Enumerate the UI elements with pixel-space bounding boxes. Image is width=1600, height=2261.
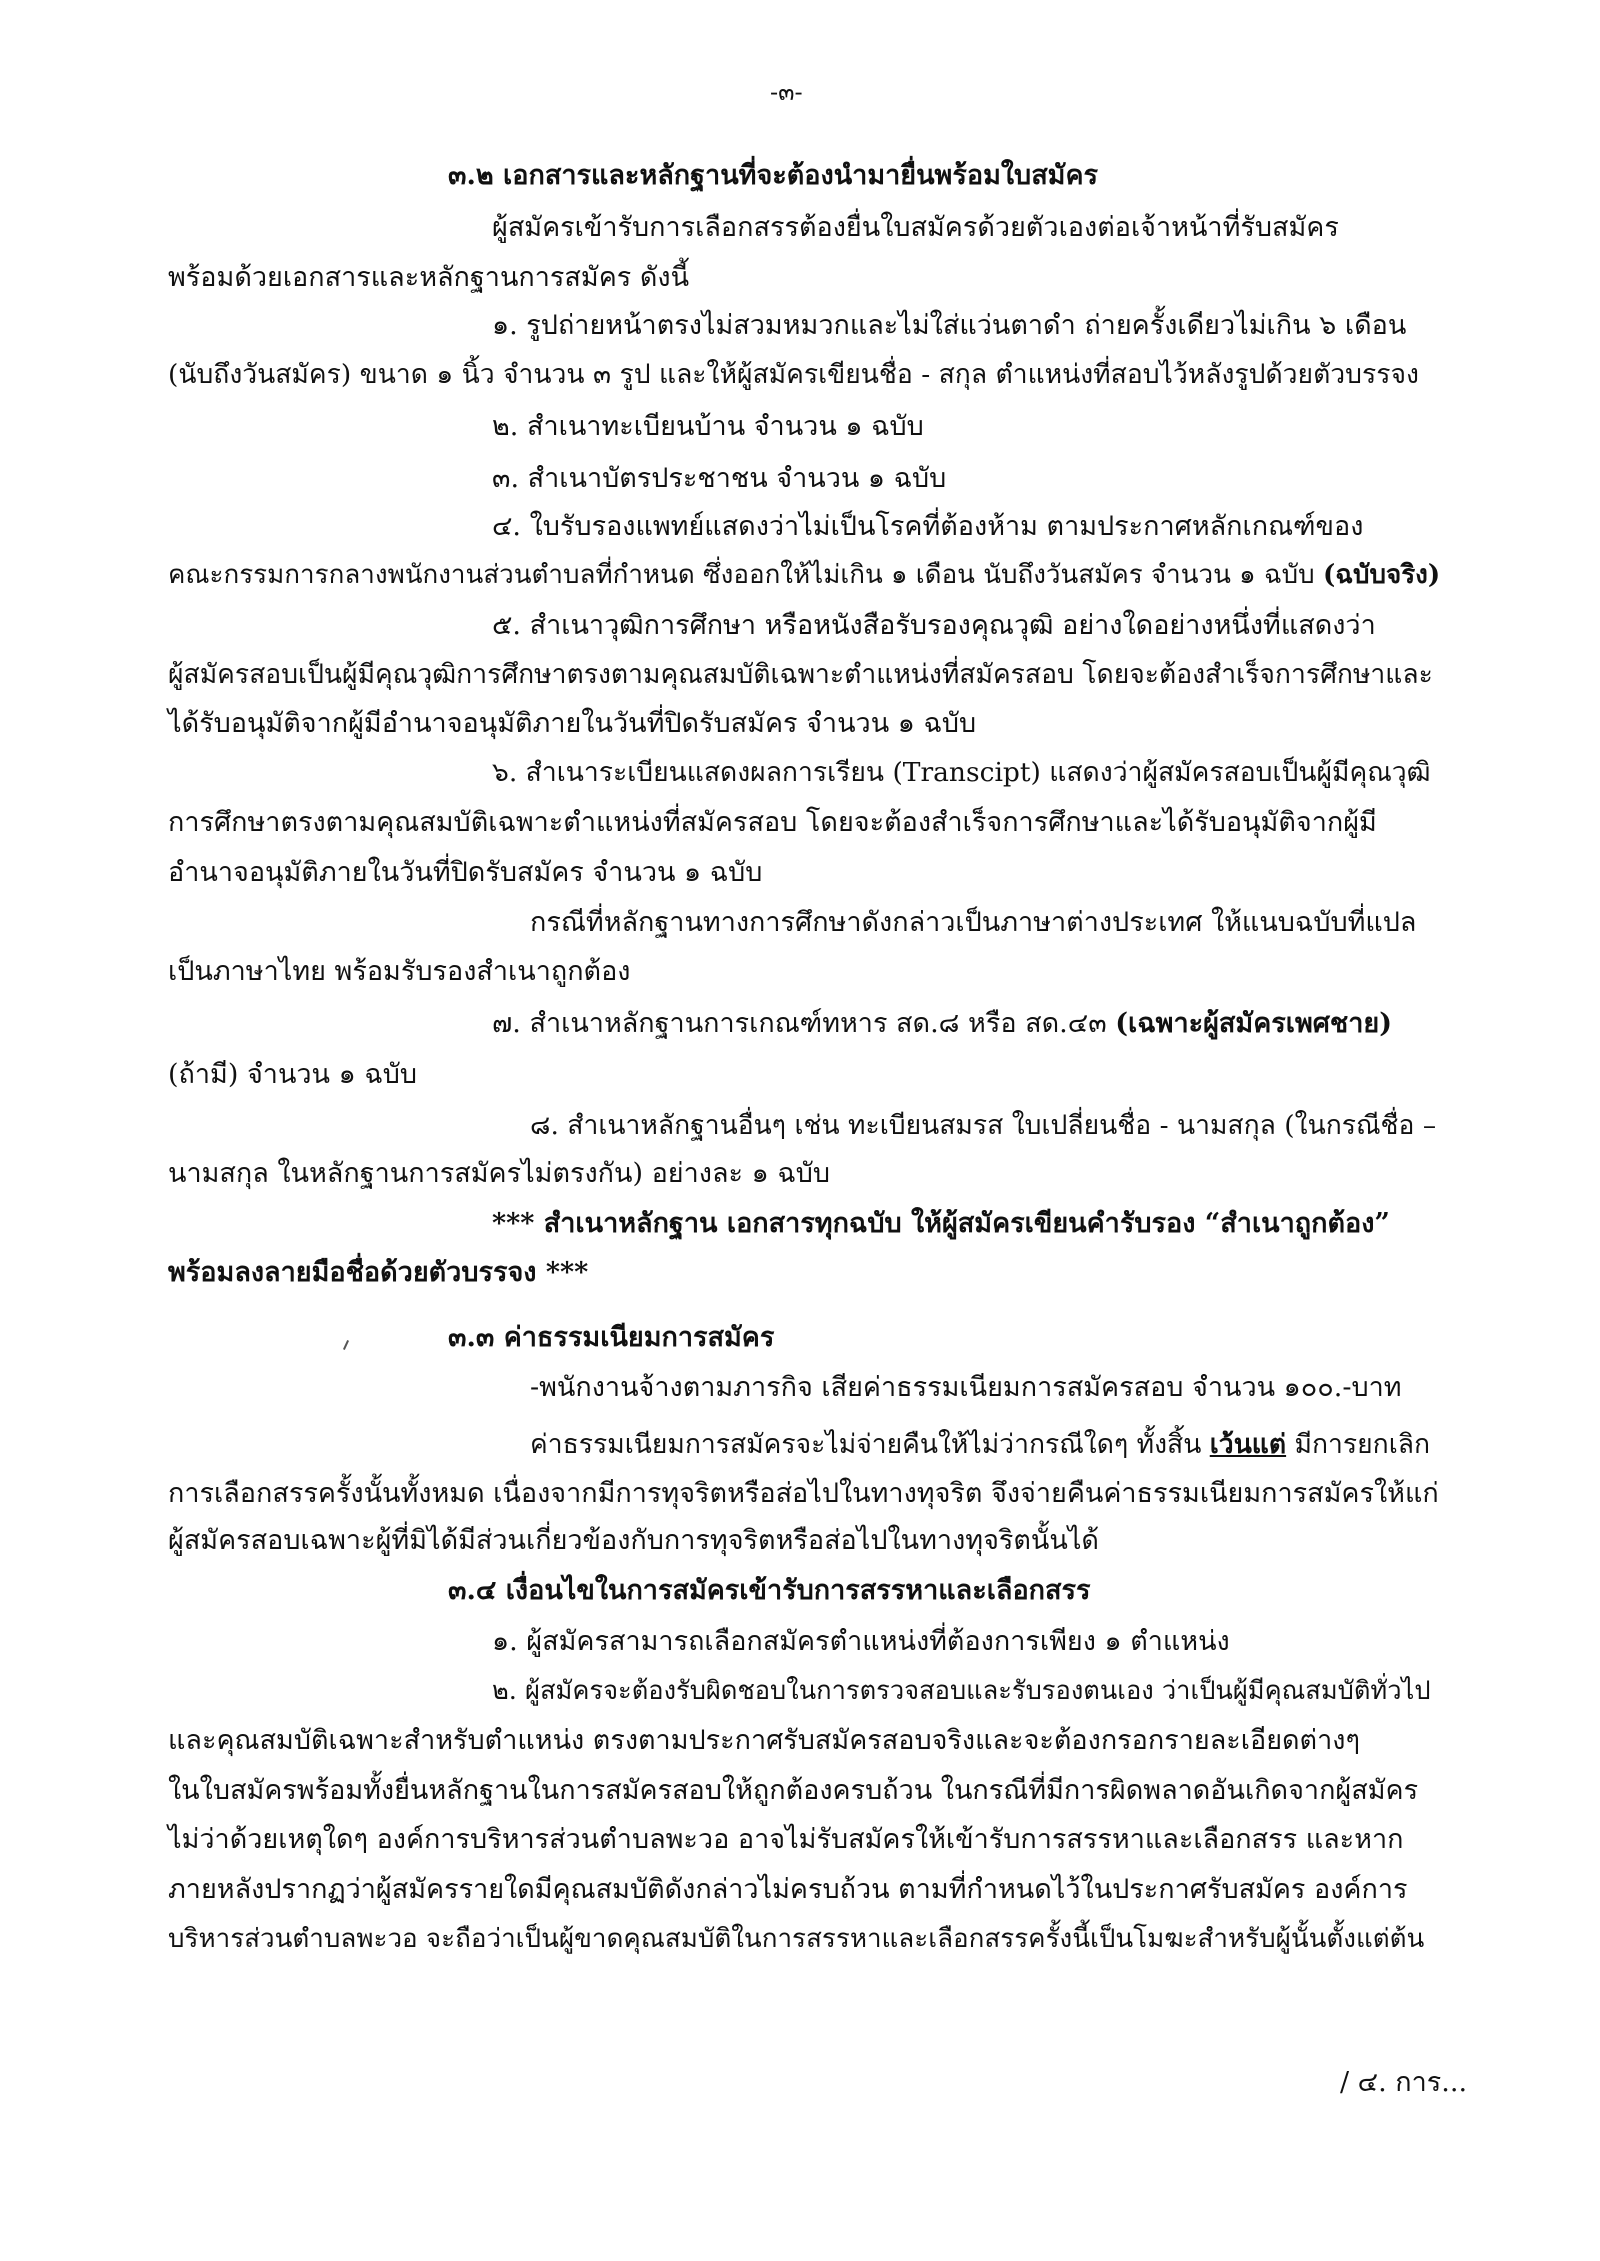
s32-item-6-line-1: ๖. สำเนาระเบียนแสดงผลการเรียน (Transcipt) แสดงว่าผู้สมัครสอบเป็นผู้มีคุณวุฒิ <box>492 757 1431 788</box>
s32-item-7-male-note: (เฉพาะผู้สมัครเพศชาย) <box>1115 1008 1393 1039</box>
s34-item-2-line-2: และคุณสมบัติเฉพาะสำหรับตำแหน่ง ตรงตามประกาศรับสมัครสอบจริงและจะต้องกรอกรายละเอียดต่างๆ <box>168 1725 1360 1756</box>
s33-refund-text: ค่าธรรมเนียมการสมัครจะไม่จ่ายคืนให้ไม่ว่ากรณีใดๆ ทั้งสิ้น <box>530 1429 1202 1460</box>
s32-item-5-line-3: ได้รับอนุมัติจากผู้มีอำนาจอนุมัติภายในวันที่ปิดรับสมัคร จำนวน ๑ ฉบับ <box>168 708 977 739</box>
s32-item-7-text: ๗. สำเนาหลักฐานการเกณฑ์ทหาร สด.๘ หรือ สด.๔๓ <box>492 1008 1107 1039</box>
continuation-footer: / ๔. การ... <box>1340 2067 1468 2098</box>
s33-refund-line-1 <box>530 1427 1430 1463</box>
s32-intro-line-2: พร้อมด้วยเอกสารและหลักฐานการสมัคร ดังนี้ <box>168 262 690 293</box>
s32-item-8-line-1: ๘. สำเนาหลักฐานอื่นๆ เช่น ทะเบียนสมรส ใบเปลี่ยนชื่อ - นามสกุล (ในกรณีชื่อ – <box>530 1110 1437 1141</box>
s32-item-7-line-2: (ถ้ามี) จำนวน ๑ ฉบับ <box>168 1059 417 1090</box>
s32-intro-line-1: ผู้สมัครเข้ารับการเลือกสรรต้องยื่นใบสมัครด้วยตัวเองต่อเจ้าหน้าที่รับสมัคร <box>492 212 1339 243</box>
s33-fee: -พนักงานจ้างตามภารกิจ เสียค่าธรรมเนียมการสมัครสอบ จำนวน ๑๐๐.-บาท <box>530 1372 1402 1403</box>
s32-item-4-original-note: (ฉบับจริง) <box>1322 560 1441 590</box>
s32-item-6-line-3: อำนาจอนุมัติภายในวันที่ปิดรับสมัคร จำนวน ๑ ฉบับ <box>168 857 763 888</box>
page-number: -๓- <box>770 78 803 106</box>
s33-refund-text-end: มีการยกเลิก <box>1294 1429 1431 1460</box>
s32-item-4-line-2 <box>168 557 1440 593</box>
s34-item-2-line-1: ๒. ผู้สมัครจะต้องรับผิดชอบในการตรวจสอบและรับรองตนเอง ว่าเป็นผู้มีคุณสมบัติทั่วไป <box>492 1676 1431 1706</box>
s32-item-6-line-2: การศึกษาตรงตามคุณสมบัติเฉพาะตำแหน่งที่สมัครสอบ โดยจะต้องสำเร็จการศึกษาและได้รับอนุมัติจากผู้มี <box>168 807 1377 838</box>
s33-refund-line-2: การเลือกสรรครั้งนั้นทั้งหมด เนื่องจากมีการทุจริตหรือส่อไปในทางทุจริต จึงจ่ายคืนค่าธรรมเนียมการสมัครให้แก่ <box>168 1478 1439 1509</box>
s34-item-2-line-5: ภายหลังปรากฏว่าผู้สมัครรายใดมีคุณสมบัติดังกล่าวไม่ครบถ้วน ตามที่กำหนดไว้ในประกาศรับสมัคร องค์การ <box>168 1874 1408 1905</box>
s32-item-2: ๒. สำเนาทะเบียนบ้าน จำนวน ๑ ฉบับ <box>492 411 924 442</box>
s32-foreign-line-2: เป็นภาษาไทย พร้อมรับรองสำเนาถูกต้อง <box>168 956 631 987</box>
s32-foreign-line-1: กรณีที่หลักฐานทางการศึกษาดังกล่าวเป็นภาษาต่างประเทศ ให้แนบฉบับที่แปล <box>530 907 1417 938</box>
s32-item-8-line-2: นามสกุล ในหลักฐานการสมัครไม่ตรงกัน) อย่างละ ๑ ฉบับ <box>168 1158 830 1189</box>
s32-item-4-text: คณะกรรมการกลางพนักงานส่วนตำบลที่กำหนด ซึ่งออกให้ไม่เกิน ๑ เดือน นับถึงวันสมัคร จำนวน ๑ ฉบับ <box>168 560 1315 590</box>
section-3-4-heading: ๓.๔ เงื่อนไขในการสมัครเข้ารับการสรรหาและเลือกสรร <box>448 1575 1091 1606</box>
s34-item-2-line-4: ไม่ว่าด้วยเหตุใดๆ องค์การบริหารส่วนตำบลพะวอ อาจไม่รับสมัครให้เข้ารับการสรรหาและเลือกสรร และหาก <box>168 1824 1404 1855</box>
s32-item-3: ๓. สำเนาบัตรประชาชน จำนวน ๑ ฉบับ <box>492 463 947 494</box>
s32-note-line-1: *** สำเนาหลักฐาน เอกสารทุกฉบับ ให้ผู้สมัครเขียนคำรับรอง “สำเนาถูกต้อง” <box>492 1208 1390 1239</box>
s32-item-5-line-2: ผู้สมัครสอบเป็นผู้มีคุณวุฒิการศึกษาตรงตามคุณสมบัติเฉพาะตำแหน่งที่สมัครสอบ โดยจะต้องสำเร็จการศึกษาและ <box>168 659 1433 690</box>
s34-item-1: ๑. ผู้สมัครสามารถเลือกสมัครตำแหน่งที่ต้องการเพียง ๑ ตำแหน่ง <box>492 1626 1230 1657</box>
s34-item-2-line-6: บริหารส่วนตำบลพะวอ จะถือว่าเป็นผู้ขาดคุณสมบัติในการสรรหาและเลือกสรรครั้งนี้เป็นโมฆะสำหรับผู้นั้นตั้งแต่ต้น <box>168 1924 1425 1954</box>
s33-except-underlined: เว้นแต่ <box>1209 1429 1287 1460</box>
section-3-3-heading: ๓.๓ ค่าธรรมเนียมการสมัคร <box>448 1322 775 1353</box>
scan-speck <box>343 1340 349 1350</box>
s32-item-1-line-2: (นับถึงวันสมัคร) ขนาด ๑ นิ้ว จำนวน ๓ รูป และให้ผู้สมัครเขียนชื่อ - สกุล ตำแหน่งที่สอบไว้หลังรูปด้วยตัวบรรจง <box>168 359 1419 390</box>
s32-item-1-line-1: ๑. รูปถ่ายหน้าตรงไม่สวมหมวกและไม่ใส่แว่นตาดำ ถ่ายครั้งเดียวไม่เกิน ๖ เดือน <box>492 310 1407 341</box>
s32-item-5-line-1: ๕. สำเนาวุฒิการศึกษา หรือหนังสือรับรองคุณวุฒิ อย่างใดอย่างหนึ่งที่แสดงว่า <box>492 610 1376 641</box>
s33-refund-line-3: ผู้สมัครสอบเฉพาะผู้ที่มิได้มีส่วนเกี่ยวข้องกับการทุจริตหรือส่อไปในทางทุจริตนั้นได้ <box>168 1525 1099 1556</box>
s32-note-line-2: พร้อมลงลายมือชื่อด้วยตัวบรรจง *** <box>168 1257 589 1288</box>
s32-item-7-line-1 <box>492 1006 1392 1042</box>
s32-item-4-line-1: ๔. ใบรับรองแพทย์แสดงว่าไม่เป็นโรคที่ต้องห้าม ตามประกาศหลักเกณฑ์ของ <box>492 511 1364 542</box>
section-3-2-heading: ๓.๒ เอกสารและหลักฐานที่จะต้องนำมายื่นพร้อมใบสมัคร <box>448 160 1099 191</box>
s34-item-2-line-3: ในใบสมัครพร้อมทั้งยื่นหลักฐานในการสมัครสอบให้ถูกต้องครบถ้วน ในกรณีที่มีการผิดพลาดอันเกิดจากผู้สมัคร <box>168 1775 1419 1806</box>
